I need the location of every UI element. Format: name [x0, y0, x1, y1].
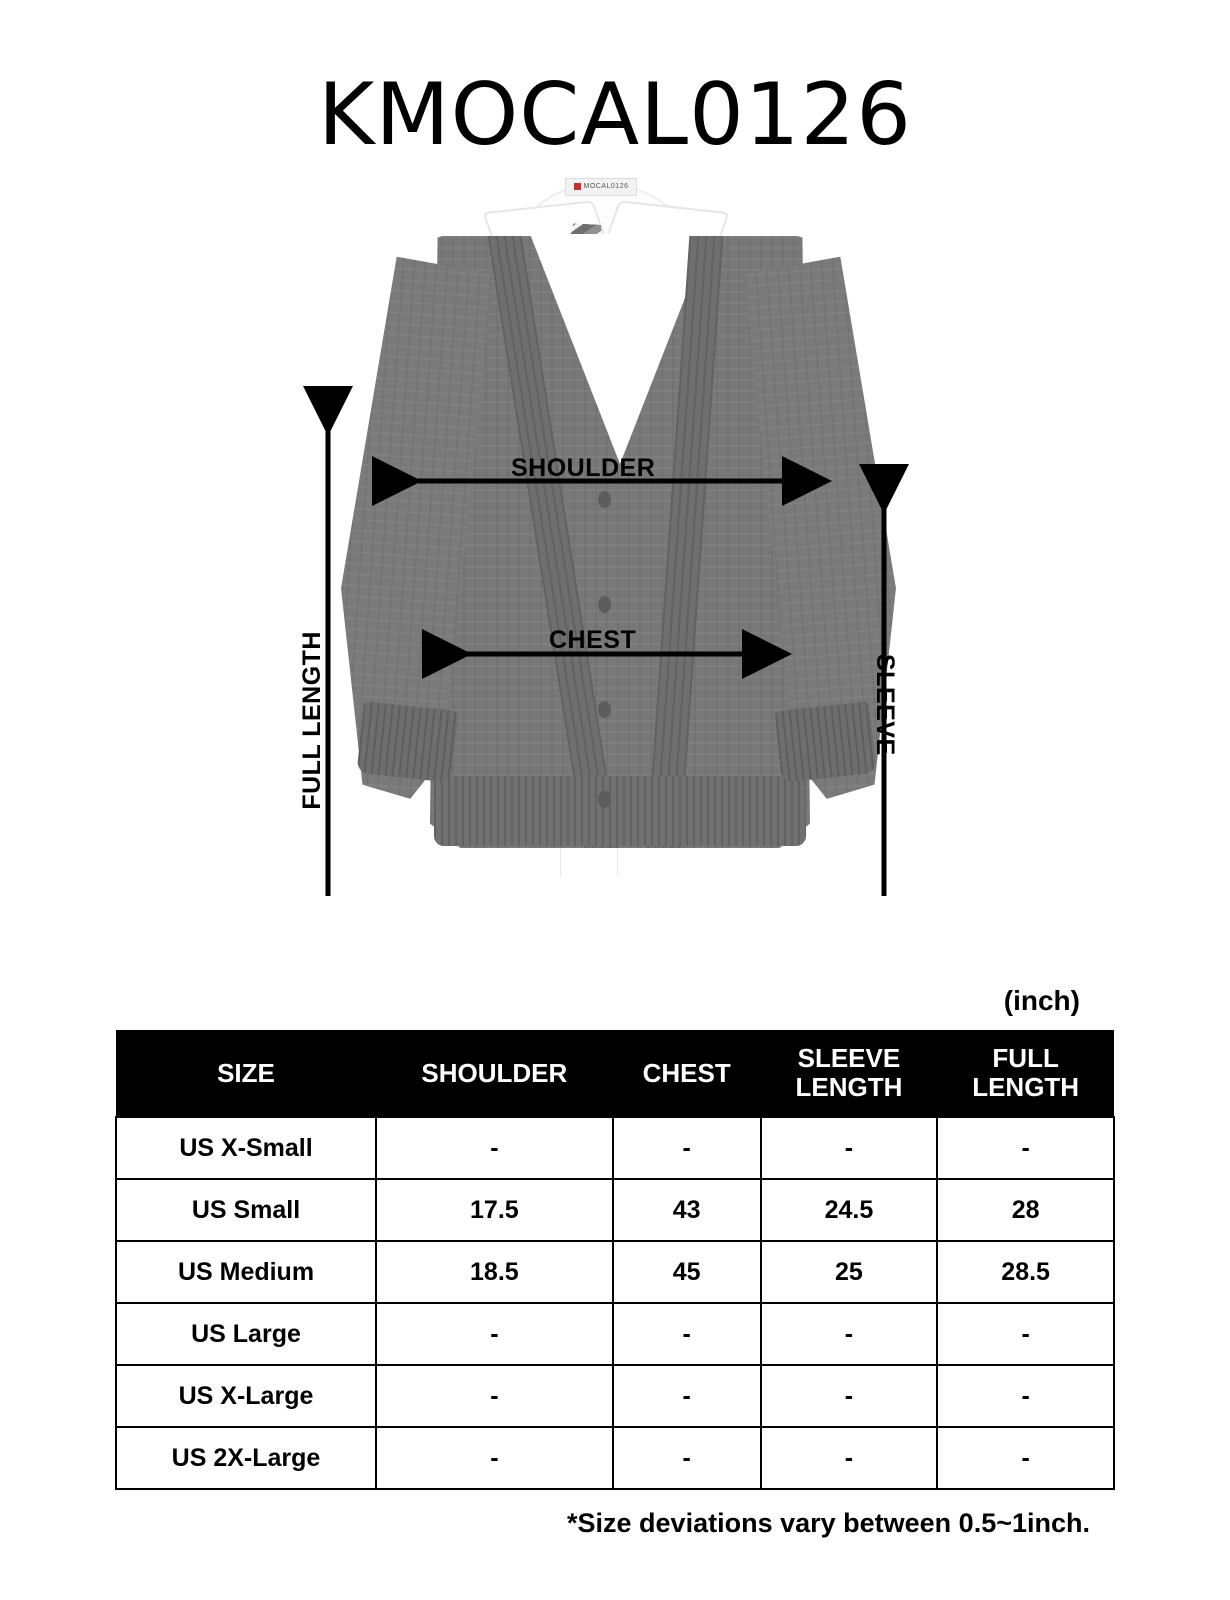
annotation-sleeve: SLEEVE	[871, 654, 899, 756]
cell-chest: -	[613, 1303, 761, 1365]
cell-full-length: -	[937, 1365, 1114, 1427]
column-header-full-line1: FULL	[992, 1043, 1059, 1073]
cell-full-length: -	[937, 1427, 1114, 1489]
annotation-full-length: FULL LENGTH	[298, 631, 326, 810]
cell-shoulder: 17.5	[376, 1179, 613, 1241]
column-header-full-length	[937, 1030, 1114, 1117]
cell-full-length: -	[937, 1117, 1114, 1179]
table-row	[116, 1365, 1114, 1427]
row-label: US Large	[116, 1303, 376, 1365]
cell-chest: -	[613, 1427, 761, 1489]
column-header-sleeve-line2: LENGTH	[795, 1072, 903, 1103]
cell-shoulder: 18.5	[376, 1241, 613, 1303]
cell-sleeve-length: -	[761, 1365, 938, 1427]
table-row	[116, 1427, 1114, 1489]
cell-sleeve-length: 24.5	[761, 1179, 938, 1241]
cell-shoulder: -	[376, 1427, 613, 1489]
size-table-body	[116, 1117, 1114, 1489]
cell-chest: -	[613, 1365, 761, 1427]
column-header-size: SIZE	[116, 1030, 376, 1117]
cell-full-length: 28.5	[937, 1241, 1114, 1303]
column-header-sleeve-line1: SLEEVE	[797, 1043, 901, 1073]
size-table	[115, 1030, 1115, 1490]
cell-sleeve-length: 25	[761, 1241, 938, 1303]
unit-label: (inch)	[1003, 985, 1080, 1016]
column-header-sleeve-length	[761, 1030, 938, 1117]
row-label: US 2X-Large	[116, 1427, 376, 1489]
cell-shoulder: -	[376, 1117, 613, 1179]
cell-shoulder: -	[376, 1365, 613, 1427]
row-label: US Medium	[116, 1241, 376, 1303]
table-header-row	[116, 1030, 1114, 1117]
measurement-arrows	[0, 176, 1230, 896]
column-header-shoulder: SHOULDER	[376, 1030, 613, 1117]
annotation-shoulder: SHOULDER	[511, 454, 656, 482]
table-row	[116, 1303, 1114, 1365]
table-row	[116, 1241, 1114, 1303]
cell-shoulder: -	[376, 1303, 613, 1365]
table-row	[116, 1117, 1114, 1179]
cell-sleeve-length: -	[761, 1303, 938, 1365]
column-header-chest: CHEST	[613, 1030, 761, 1117]
cell-full-length: -	[937, 1303, 1114, 1365]
cell-sleeve-length: -	[761, 1117, 938, 1179]
garment-illustration	[0, 176, 1230, 896]
cell-sleeve-length: -	[761, 1427, 938, 1489]
cell-chest: 43	[613, 1179, 761, 1241]
cell-chest: 45	[613, 1241, 761, 1303]
row-label: US Small	[116, 1179, 376, 1241]
cell-chest: -	[613, 1117, 761, 1179]
size-table-header	[116, 1030, 1114, 1117]
table-row	[116, 1179, 1114, 1241]
row-label: US X-Small	[116, 1117, 376, 1179]
size-deviation-note: *Size deviations vary between 0.5~1inch.	[567, 1508, 1090, 1538]
page-title: KMOCAL0126	[318, 65, 912, 165]
cell-full-length: 28	[937, 1179, 1114, 1241]
annotation-chest: CHEST	[549, 626, 637, 654]
row-label: US X-Large	[116, 1365, 376, 1427]
column-header-full-line2: LENGTH	[972, 1072, 1080, 1103]
neck-label-text: MOCAL0126	[583, 183, 629, 190]
